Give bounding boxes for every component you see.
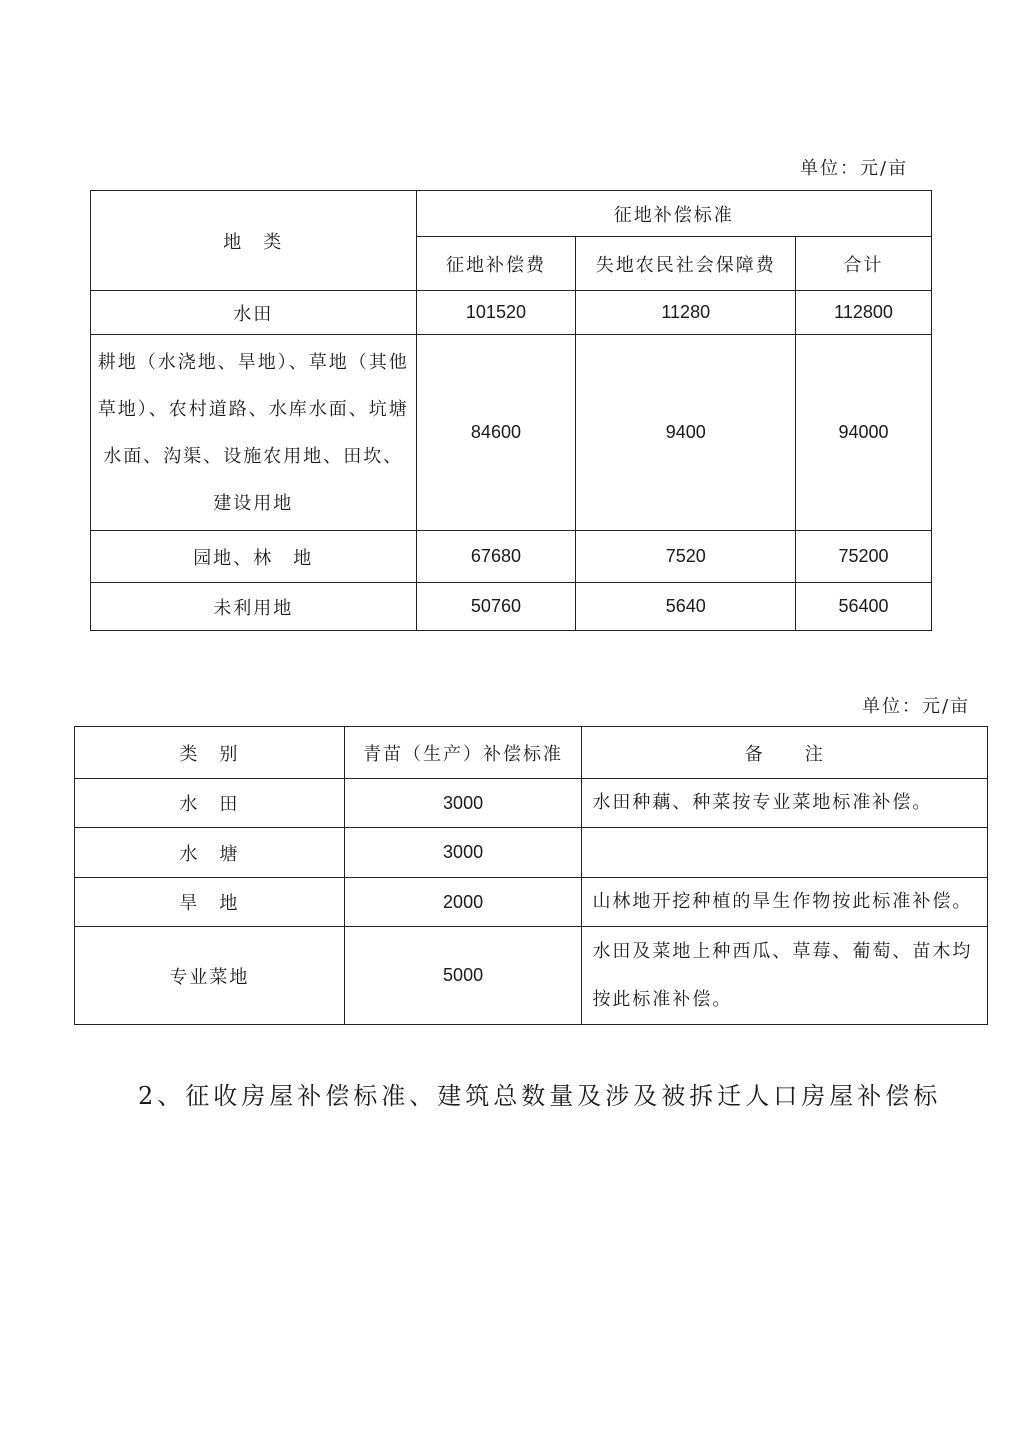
land-type-cell: 园地、林 地 [91, 531, 417, 583]
table-row [75, 878, 988, 927]
header-social-security-fee: 失地农民社会保障费 [576, 237, 796, 291]
table-row [75, 828, 988, 878]
security-fee-cell: 5640 [576, 583, 796, 631]
category-cell: 水 塘 [75, 828, 345, 878]
land-type-cell: 未利用地 [91, 583, 417, 631]
header-category: 类 别 [75, 727, 345, 779]
category-cell: 专业菜地 [75, 927, 345, 1025]
security-fee-cell: 7520 [576, 531, 796, 583]
table2-unit-label: 单位：元/亩 [862, 696, 971, 717]
crop-compensation-table [74, 726, 988, 1025]
table-row [91, 583, 932, 631]
header-total: 合计 [796, 237, 932, 291]
table-row [75, 927, 988, 1025]
land-compensation-table [90, 190, 932, 631]
standard-cell: 2000 [344, 878, 582, 927]
standard-cell: 3000 [344, 779, 582, 828]
table1-unit-label: 单位：元/亩 [800, 158, 909, 179]
remarks-cell: 山林地开挖种植的旱生作物按此标准补偿。 [582, 878, 988, 927]
land-fee-cell: 101520 [416, 291, 576, 335]
total-cell: 94000 [796, 335, 932, 531]
remarks-cell: 水田种藕、种菜按专业菜地标准补偿。 [582, 779, 988, 828]
standard-cell: 3000 [344, 828, 582, 878]
land-type-cell: 水田 [91, 291, 417, 335]
security-fee-cell: 11280 [576, 291, 796, 335]
header-compensation-standard: 征地补偿标准 [416, 191, 931, 237]
security-fee-cell: 9400 [576, 335, 796, 531]
standard-cell: 5000 [344, 927, 582, 1025]
land-type-cell: 耕地（水浇地、旱地）、草地（其他草地）、农村道路、水库水面、坑塘水面、沟渠、设施农用地、田坎、建设用地 [91, 335, 417, 531]
header-remarks: 备 注 [582, 727, 988, 779]
table-row [91, 291, 932, 335]
table-row [91, 531, 932, 583]
land-fee-cell: 50760 [416, 583, 576, 631]
total-cell: 75200 [796, 531, 932, 583]
total-cell: 112800 [796, 291, 932, 335]
land-fee-cell: 67680 [416, 531, 576, 583]
land-fee-cell: 84600 [416, 335, 576, 531]
table-row [75, 779, 988, 828]
header-crop-standard: 青苗（生产）补偿标准 [344, 727, 582, 779]
header-land-type: 地 类 [91, 191, 417, 291]
category-cell: 旱 地 [75, 878, 345, 927]
category-cell: 水 田 [75, 779, 345, 828]
table-row [91, 335, 932, 531]
header-land-fee: 征地补偿费 [416, 237, 576, 291]
total-cell: 56400 [796, 583, 932, 631]
section-paragraph: 2、征收房屋补偿标准、建筑总数量及涉及被拆迁人口房屋补偿标 [138, 1082, 942, 1110]
remarks-cell: 水田及菜地上种西瓜、草莓、葡萄、苗木均按此标准补偿。 [582, 927, 988, 1025]
remarks-cell [582, 828, 988, 878]
